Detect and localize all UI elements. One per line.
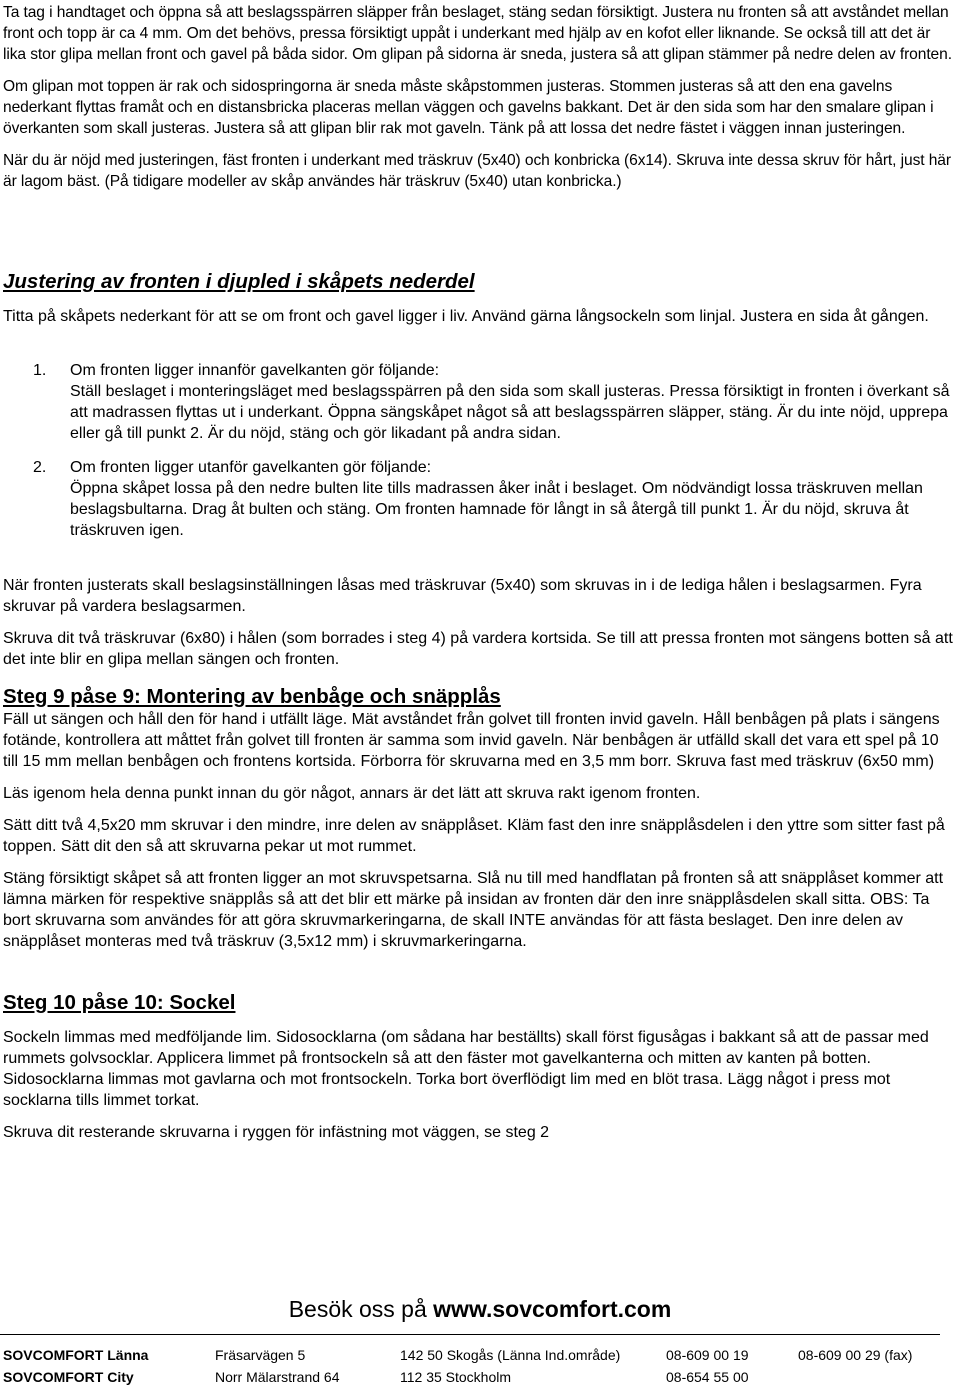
footer-visit-line <box>0 1294 960 1324</box>
intro-paragraph: Ta tag i handtaget och öppna så att beslagsspärren släpper från beslaget, stäng sedan försiktigt. Justera nu fronten så att avståndet mellan front och topp är ca 4 mm. Om det behövs, pressa försiktigt uppåt i underkant med hjälp av en kofot eller liknande. Se också till att det är lika stor glipa mellan front och gavel på båda sidor. Om glipan på sidorna är sneda, justera så att glipan stämmer på nedre delen av fronten. <box>3 4 952 63</box>
footer-fax: 08-609 00 29 (fax) <box>798 1347 913 1363</box>
footer-brand: SOVCOMFORT City <box>3 1369 134 1385</box>
section-justering-after <box>3 575 957 670</box>
section-heading-steg10: Steg 10 påse 10: Sockel <box>3 991 236 1014</box>
footer-street: Norr Mälarstrand 64 <box>215 1369 340 1385</box>
footer-city: 112 35 Stockholm <box>400 1369 512 1385</box>
intro-paragraph: När du är nöjd med justeringen, fäst fronten i underkant med träskruv (5x40) och konbricka (6x14). Skruva inte dessa skruv för hårt, just här är lagom bäst. (På tidigare modeller av skåp användes här träskruv (5x40) utan konbricka.) <box>3 152 951 190</box>
section-paragraph: Stäng försiktigt skåpet så att fronten ligger an mot skruvspetsarna. Slå nu till med handflatan på fronten så att snäpplåset kommer att lämna märken för respektive snäpplås så att det blir ett märke på insidan av fronten där den inre snäpplåsdelen skall sitta. OBS: Ta bort skruvarna som användes för att göra skruvmarkeringarna, de skall INTE användas för att fästa beslaget. Den inre delen av snäpplåset monteras med två träskruv (3,5x12 mm) i skruvmarkeringarna. <box>3 870 944 950</box>
list-item-number: 1. <box>33 362 47 379</box>
intro-paragraph: Om glipan mot toppen är rak och sidospringorna är sneda måste skåpstommen justeras. Stommen justeras så att den ena gavelns nederkant flyttas framåt och en distansbricka placeras mellan väggen och gavelns bakkant. Det är den sida som har den smalare glipan i överkanten som skall justeras. Justera så att glipan blir rak mot gaveln. Tänk på att lossa det nedre fästet i väggen innan justeringen. <box>3 78 934 137</box>
intro-block <box>3 2 957 192</box>
section-paragraph: Skruva dit två träskruvar (6x80) i hålen (som borrades i steg 4) på vardera kortsida. Se till att pressa fronten mot sängens botten så att det inte blir en glipa mellan sängen och fronten. <box>3 630 953 668</box>
section-steg10-body <box>3 1027 957 1143</box>
footer-phone: 08-609 00 19 <box>666 1347 749 1363</box>
list-item-lead: Om fronten ligger innanför gavelkanten gör följande: <box>70 362 440 379</box>
section-justering-intro <box>3 306 957 327</box>
footer-divider <box>0 1334 940 1335</box>
section-paragraph: Sätt ditt två 4,5x20 mm skruvar i den mindre, inre delen av snäpplåset. Kläm fast den inre snäpplåsdelen i den yttre som sitter fast på toppen. Sätt dit den så att skruvarna pekar ut mot rummet. <box>3 817 945 855</box>
section-paragraph: När fronten justerats skall beslagsinställningen låsas med träskruvar (5x40) som skruvas in i de lediga hålen i beslagsarmen. Fyra skruvar på vardera beslagsarmen. <box>3 577 922 615</box>
section-paragraph: Läs igenom hela denna punkt innan du gör något, annars är det lätt att skruva rakt igenom fronten. <box>3 785 701 802</box>
section-heading-steg9: Steg 9 påse 9: Montering av benbåge och snäpplås <box>3 685 501 708</box>
list-item-text: Öppna skåpet lossa på den nedre bulten lite tills madrassen åker inåt i beslaget. Om nödvändigt lossa träskruven mellan beslagsbultarna. Drag åt bulten och stäng. Om fronten hamnade för långt in så återgå till punkt 1. Är du nöjd, skruva åt träskruven igen. <box>70 480 923 539</box>
section-paragraph: Skruva dit resterande skruvarna i ryggen för infästning mot väggen, se steg 2 <box>3 1124 550 1141</box>
footer-brand: SOVCOMFORT Länna <box>3 1347 149 1363</box>
section-paragraph: Titta på skåpets nederkant för att se om front och gavel ligger i liv. Använd gärna långsockeln som linjal. Justera en sida åt gången. <box>3 308 929 325</box>
footer-visit-text: Besök oss på <box>288 1296 427 1322</box>
list-item-lead: Om fronten ligger utanför gavelkanten gör följande: <box>70 459 432 476</box>
list-item-text: Ställ beslaget i monteringsläget med beslagsspärren på den sida som skall justeras. Pressa försiktigt in fronten i överkant så att madrassen flyttas ut i underkant. Öppna sängskåpet något så att beslagsspärren släpper, stäng. Är du inte nöjd, upprepa eller gå till punkt 2. Är du nöjd, stäng och gör likadant på andra sidan. <box>70 383 950 442</box>
footer-city: 142 50 Skogås (Länna Ind.område) <box>400 1347 621 1363</box>
footer-website-link[interactable]: www.sovcomfort.com <box>433 1296 672 1322</box>
list-item <box>33 360 957 444</box>
list-item-number: 2. <box>33 459 47 476</box>
footer-street: Fräsarvägen 5 <box>215 1347 306 1363</box>
footer-phone: 08-654 55 00 <box>666 1369 749 1385</box>
section-heading-justering: Justering av fronten i djupled i skåpets nederdel <box>3 270 475 293</box>
numbered-list <box>33 360 957 541</box>
section-paragraph: Fäll ut sängen och håll den för hand i utfällt läge. Mät avståndet från golvet till fronten invid gaveln. Håll benbågen på plats i sängens fotände, kontrollera att måttet från golvet till fronten är samma som invid gaveln. När benbågen är utfälld skall det vara ett spel på 10 till 15 mm mellan benbågen och frontens kortsida. Förborra för skruvarna med en 3,5 mm borr. Skruva fast med träskruv (6x50 mm) <box>3 711 940 770</box>
section-steg9-body <box>3 709 957 952</box>
list-item <box>33 457 957 541</box>
section-paragraph: Sockeln limmas med medföljande lim. Sidosocklarna (om sådana har beställts) skall först figusågas i bakkant så att de passar med rummets golvsocklar. Applicera limmet på frontsockeln så att den fäster mot gavelkanterna och mitten av kanten på botten. Sidosocklarna limmas mot gavlarna och mot frontsockeln. Torka bort överflödigt lim med en blöt trasa. Lägg något i press mot socklarna tills limmet torkat. <box>3 1029 929 1109</box>
